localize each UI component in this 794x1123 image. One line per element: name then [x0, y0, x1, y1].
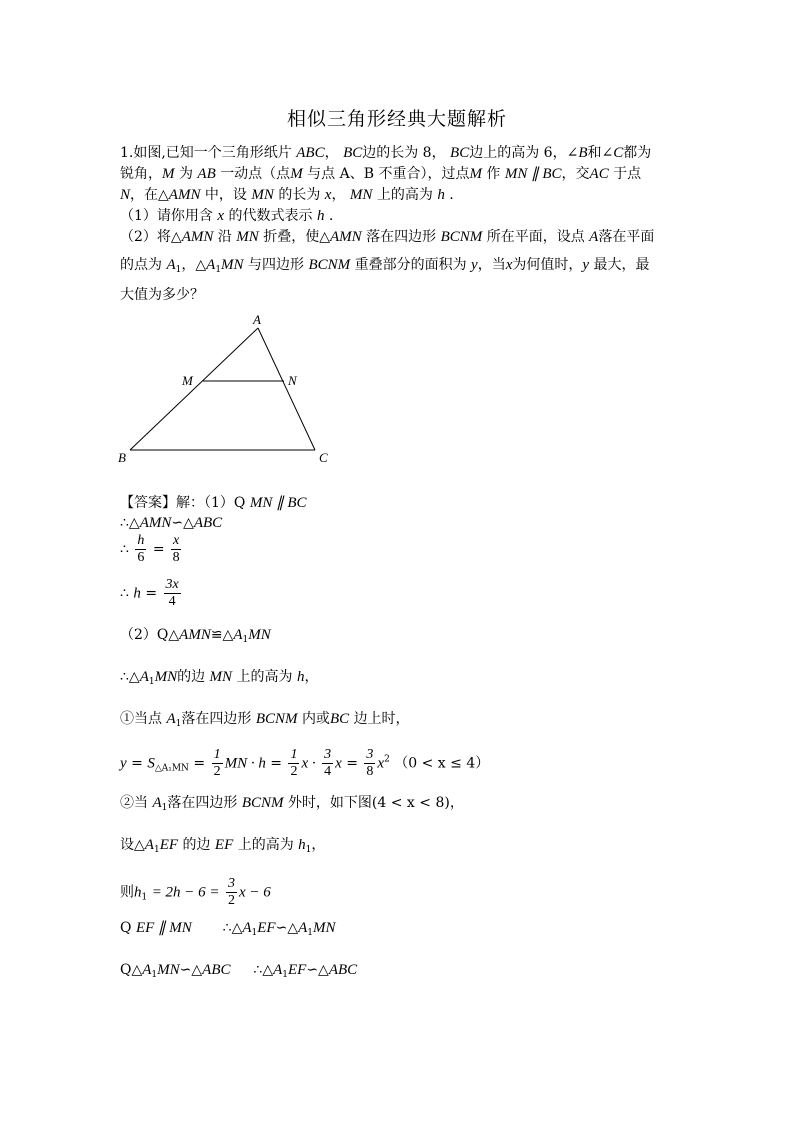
triangle-figure	[110, 305, 340, 470]
label-C: C	[319, 450, 328, 465]
answer-part2-line-1: $(2)Q\triangle AMN≌\triangle A_1MN$	[120, 627, 271, 645]
fraction-3x-4: $\frac{3x}{4}$	[165, 577, 179, 609]
problem-line-2: 锐角，M 为 AB 一动点（点M 与点 A、B 不重合），过点M 作 MN ∥ BC，交AC 于点	[120, 166, 642, 182]
answer-line-1: 【答案】解：（1）Q MN ∥ BC	[120, 495, 307, 511]
fraction-x-8: $\frac{x}{8}$	[172, 533, 180, 565]
fraction-3-8: $\frac{3}{8}$	[366, 747, 374, 779]
case-2-height: 设$\triangle A_1EF$ 的边 EF 上的高为 $h_1$，	[120, 837, 326, 855]
answer-part2-line-2: $\therefore\triangle A_1MN$的边 MN 上的高为 h，	[120, 669, 319, 687]
question-2-line-3: 大值为多少？	[120, 287, 204, 303]
label-N: N	[288, 373, 297, 388]
problem-line-3: N，在△AMN 中，设 MN 的长为 x， MN 上的高为 h .	[120, 187, 454, 203]
case-2-condition: ②当 $A_1$落在四边形 BCNM 外时，如下图(4 < x < 8)，	[120, 795, 464, 813]
side-AC	[258, 328, 315, 450]
question-1: （1）请你用含 x 的代数式表示 h .	[120, 208, 334, 224]
case-1-formula: $y = S_{\triangle A_1MN}$ = $\frac{1}{2}$ MN · h = $\frac{1}{2}$ x · $\frac{3}{4}$ x = $\frac{3}{8}$ $x^2$ （0 < x ≤ 4）	[120, 747, 490, 779]
side-AB	[130, 328, 258, 450]
similarity-line-1: Q EF ∥ MN $\therefore\triangle A_1EF∽\triangle A_1MN$	[120, 920, 336, 938]
fraction-1-2-b: $\frac{1}{2}$	[290, 747, 298, 779]
fraction-1-2-a: $\frac{1}{2}$	[213, 747, 221, 779]
question-2-line-2: 的点为 $A_1$，$\triangle A_1MN$ 与四边形 BCNM 重叠部分的面积为 y，当x为何值时，y 最大，最	[120, 257, 650, 275]
answer-line-4: ∴ h = $\frac{3x}{4}$	[120, 577, 179, 609]
case-2-h1-formula: 则$h_1 = 2h - 6$ = $\frac{3}{2}$ x − 6	[120, 876, 271, 908]
page-title: 相似三角形经典大题解析	[286, 108, 507, 130]
label-B: B	[118, 450, 126, 465]
similarity-line-2: $Q\triangle A_1MN∽\triangle ABC$ $\therefore\triangle A_1EF∽\triangle ABC$	[120, 962, 358, 980]
answer-line-2: ∴△AMN∽△ABC	[120, 515, 223, 531]
case-1-condition: ①当点 $A_1$落在四边形 BCNM 内或BC 边上时，	[120, 711, 410, 729]
label-A: A	[253, 312, 261, 327]
label-M: M	[182, 373, 193, 388]
fraction-3-4: $\frac{3}{4}$	[324, 747, 332, 779]
problem-line-1: 1.如图,已知一个三角形纸片 ABC， BC边的长为 8， BC边上的高为 6，∠B和∠C都为	[120, 145, 652, 161]
fraction-3-2: $\frac{3}{2}$	[228, 876, 236, 908]
answer-line-3: ∴ $\frac{h}{6}$ = $\frac{x}{8}$	[120, 533, 180, 565]
fraction-h-6: $\frac{h}{6}$	[137, 533, 145, 565]
question-2-line-1: （2）将△AMN 沿 MN 折叠，使△AMN 落在四边形 BCNM 所在平面，设点 A落在平面	[120, 229, 655, 245]
